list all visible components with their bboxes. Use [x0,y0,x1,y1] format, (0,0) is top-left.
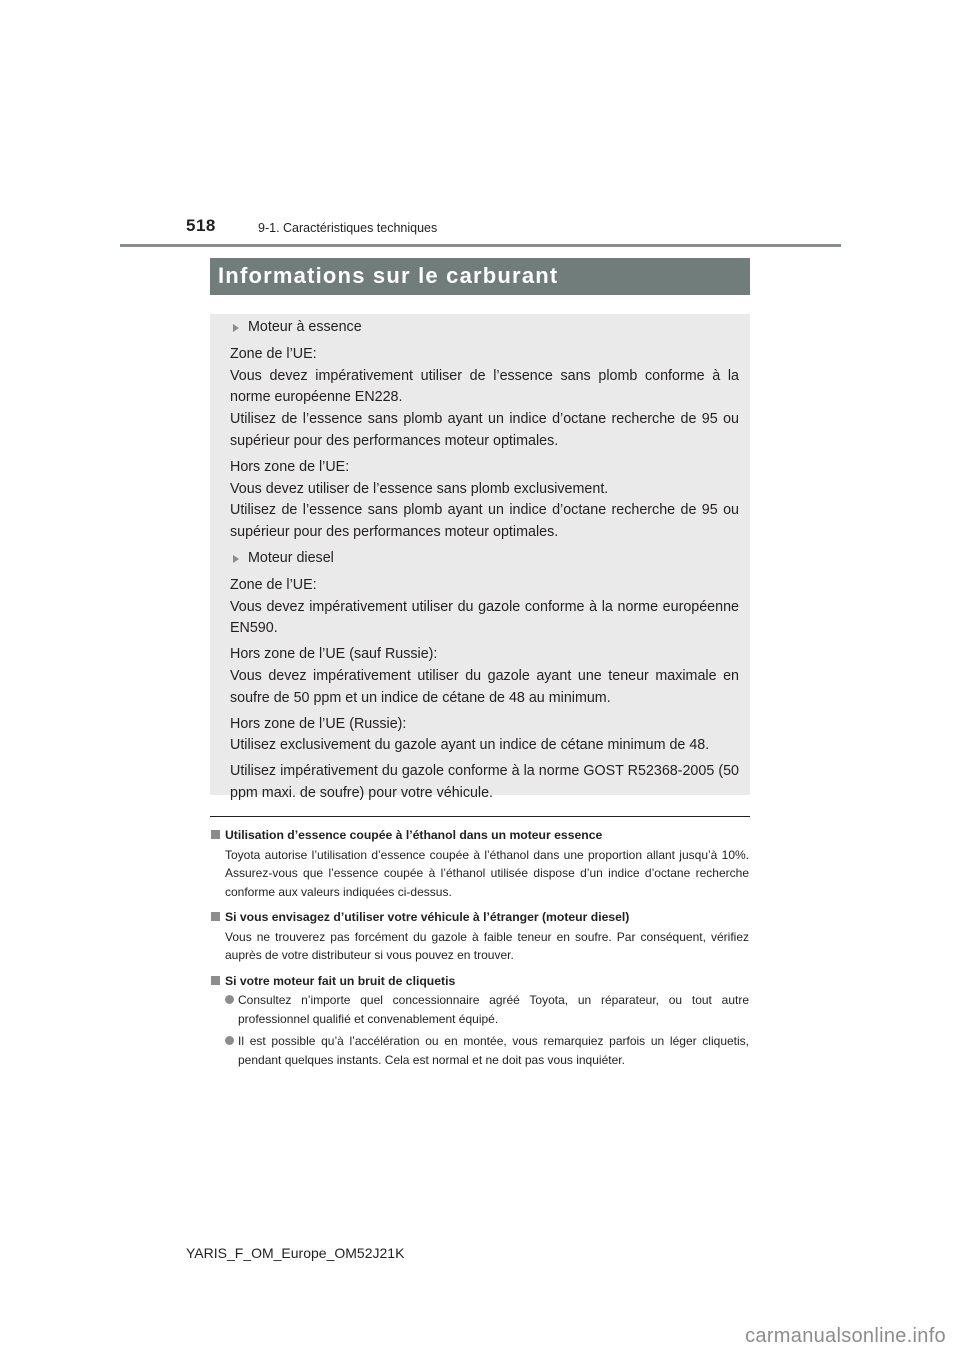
section-label: 9-1. Caractéristiques techniques [258,221,438,235]
petrol-non-eu-label: Hors zone de l’UE: [230,458,350,475]
petrol-heading [230,317,739,339]
square-bullet-icon [211,912,220,921]
petrol-heading-label: Moteur à essence [248,319,362,335]
knock-bullet-1: Consultez n’importe quel concessionnaire agréé Toyota, un réparateur, ou tout autre professionnel qualifié et convenablement équipé. [238,993,749,1026]
abroad-body: Vous ne trouverez pas forcément du gazole à faible teneur en soufre. Par conséquent, vérifiez auprès de votre distributeur si vous pouvez en trouver. [225,929,749,962]
ethanol-heading: Utilisation d’essence coupée à l’éthanol dans un moteur essence [225,828,603,842]
circle-bullet-icon [225,1036,234,1045]
diesel-russia-block [230,714,739,758]
diesel-non-eu-text: Vous devez impérativement utiliser du gazole ayant une teneur maximale en soufre de 50 ppm et un indice de cétane de 48 au minimum. [230,667,739,706]
notes-section [210,826,749,1073]
diesel-eu-block [230,575,739,640]
notes-divider [210,816,750,817]
petrol-non-eu-text2: Utilisez de l’essence sans plomb ayant un indice d’octane recherche de 95 ou supérieur pour des performances moteur optimales. [230,502,739,541]
page-title: Informations sur le carburant [218,263,559,288]
petrol-non-eu-block [230,457,739,544]
diesel-russia-text2: Utilisez impérativement du gazole conforme à la norme GOST R52368-2005 (50 ppm maxi. de soufre) pour votre véhicule. [230,763,739,801]
note-heading [210,826,749,845]
page-title-bar [210,258,750,295]
circle-bullet-icon [225,995,234,1004]
diesel-heading-label: Moteur diesel [248,549,334,566]
triangle-bullet-icon [233,324,239,332]
square-bullet-icon [211,830,220,839]
abroad-heading: Si vous envisagez d’utiliser votre véhicule à l’étranger (moteur diesel) [225,910,630,924]
diesel-russia-label: Hors zone de l’UE (Russie): [230,715,407,732]
knock-heading: Si votre moteur fait un bruit de cliquetis [225,973,456,988]
diesel-eu-text: Vous devez impérativement utiliser du gazole conforme à la norme européenne EN590. [230,598,739,637]
fuel-info-box [210,314,750,801]
petrol-non-eu-text1: Vous devez utiliser de l’essence sans plomb exclusivement. [230,480,609,497]
note-heading [210,972,749,991]
diesel-non-eu-label: Hors zone de l’UE (sauf Russie): [230,646,438,663]
list-item [210,991,749,1028]
diesel-heading [230,548,739,570]
watermark: carmanualsonline.info [745,1325,946,1347]
ethanol-body: Toyota autorise l’utilisation d’essence coupée à l’éthanol dans une proportion allant jusqu’à 10%. Assurez-vous que l’essence coupée à l’éthanol utilisée dispose d’un indice d’octane recherche conforme aux valeurs indiquées ci-dessus. [225,847,749,899]
petrol-eu-text1: Vous devez impérativement utiliser de l’essence sans plomb conforme à la norme européenne EN228. [230,367,739,406]
page-number: 518 [186,216,216,235]
petrol-eu-label: Zone de l’UE: [230,345,317,362]
diesel-eu-label: Zone de l’UE: [230,576,317,593]
knock-bullet-2: Il est possible qu’à l’accélération ou en montée, vous remarquiez parfois un léger cliquetis, pendant quelques instants. Cela est normal et ne doit pas vous inquiéter. [238,1034,749,1067]
triangle-bullet-icon [233,555,239,563]
petrol-eu-text2: Utilisez de l’essence sans plomb ayant un indice d’octane recherche de 95 ou supérieur pour des performances moteur optimales. [230,411,739,449]
header-divider [120,244,841,247]
footer-doc-code: YARIS_F_OM_Europe_OM52J21K [186,1245,405,1261]
petrol-eu-block [230,344,739,453]
square-bullet-icon [211,976,220,985]
diesel-non-eu-block [230,644,739,709]
note-heading [210,908,749,927]
list-item [210,1032,749,1069]
diesel-russia-text1: Utilisez exclusivement du gazole ayant un indice de cétane minimum de 48. [230,737,710,754]
